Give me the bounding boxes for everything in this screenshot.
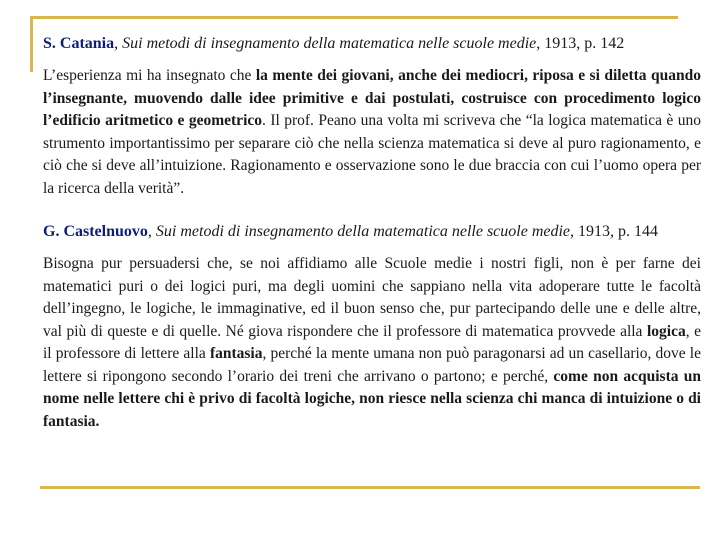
quote-emphasis: logica <box>646 322 686 340</box>
frame-left-line <box>30 16 33 72</box>
work-title: Sui metodi di insegnamento della matematica nelle scuole medie <box>155 223 571 240</box>
quote-castelnuovo <box>43 253 701 433</box>
quote-text: , perché la mente umana non può paragonarsi ad un casellario, dove le lettere si ripongono secondo l’orario dei treni che arrivano o partono; e perché, <box>43 345 701 385</box>
quote-catania <box>43 65 701 200</box>
quote-text: . Il prof. Peano una volta mi scriveva che “la logica matematica è uno strumento importantissimo per separare ciò che nella scienza matematica si deve al puro ragionamento, e ciò che si deve all’intuizione. Ragionamento e osservazione sono le due braccia con cui l’uomo opera per la ricerca della verità”. <box>43 112 701 197</box>
quote-emphasis: la mente dei giovani, anche dei mediocri, riposa e si diletta quando l’insegnante, muovendo dalle idee primitive e dai postulati, costruisce con procedimento logico l’edificio aritmetico e geometrico <box>43 67 701 129</box>
quote-text: Bisogna pur persuadersi che, se noi affidiamo alle Scuole medie i nostri figli, non è per farne dei matematici puri o dei logici puri, ma degli uomini che sappiano nella vita adoperare tutte le facoltà dell’ingegno, le logiche, le immaginative, ed il buon senso che, pur partecipando delle une e delle altre, val più di queste e di quelle. Né giova rispondere che il professore di matematica provvede alla <box>43 255 701 340</box>
frame-bottom-line <box>40 486 700 489</box>
quote-emphasis: fantasia <box>209 345 263 362</box>
slide-content <box>43 32 701 433</box>
work-source: , 1913, p. 142 <box>536 35 625 52</box>
quote-text: , e il professore di lettere alla <box>43 322 701 362</box>
quote-emphasis: come non acquista un nome nelle lettere chi è privo di facoltà logiche, non riesce nella scienza chi manca di intuizione o di fantasia. <box>43 367 701 430</box>
citation-catania: S. Catania, Sui metodi di insegnamento della matematica nelle scuole medie, 1913, p. 142 <box>43 35 625 52</box>
quote-text: L’esperienza mi ha insegnato che <box>43 67 256 84</box>
work-source: , 1913, p. 144 <box>570 223 659 240</box>
work-title: Sui metodi di insegnamento della matematica nelle scuole medie <box>122 35 537 52</box>
citation-castelnuovo: G. Castelnuovo, Sui metodi di insegnamento della matematica nelle scuole medie, 1913, p. 144 <box>43 223 659 240</box>
author-name: S. Catania <box>43 35 115 52</box>
author-name: G. Castelnuovo <box>43 223 148 240</box>
frame-top-line <box>30 16 678 19</box>
